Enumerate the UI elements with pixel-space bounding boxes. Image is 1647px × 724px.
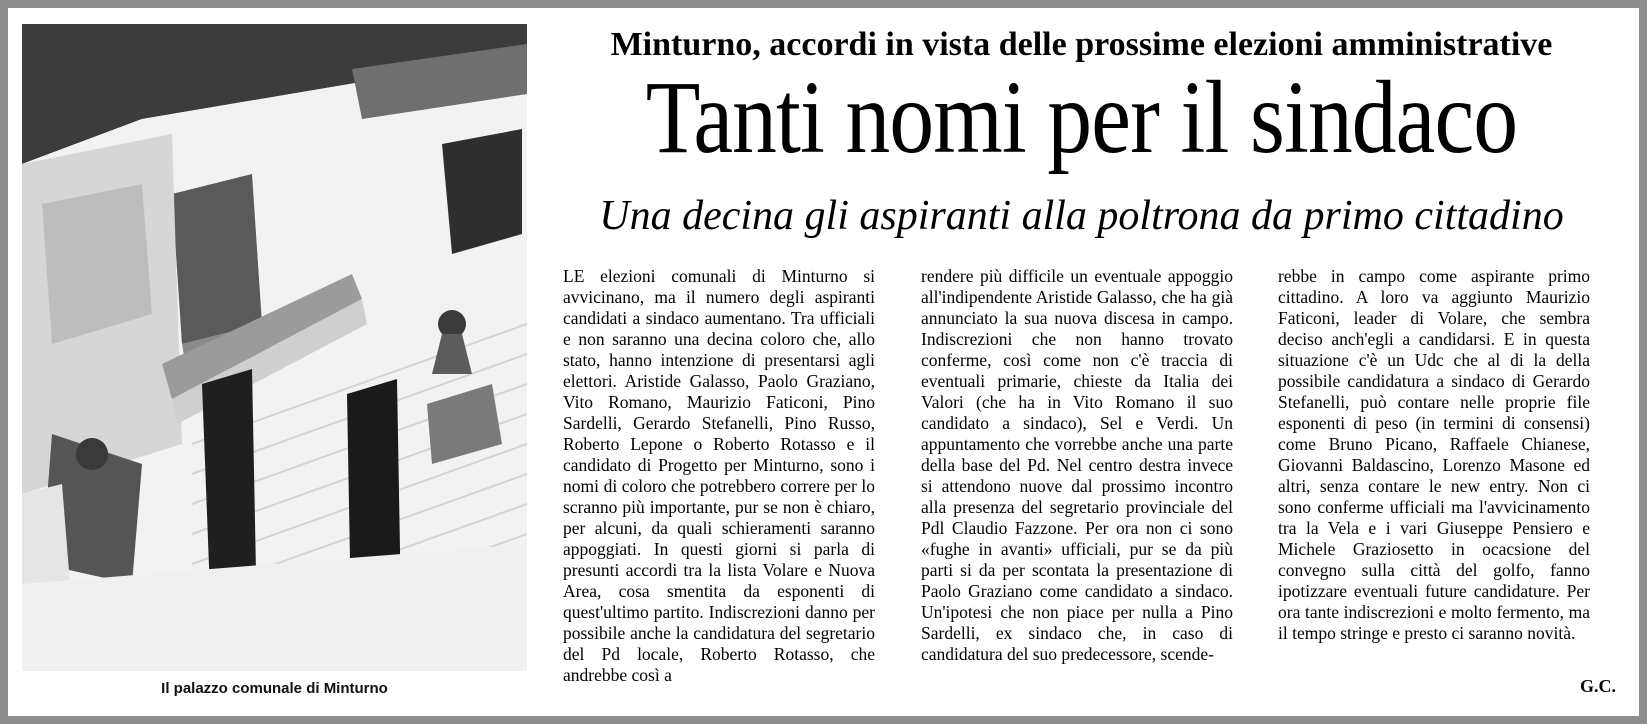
article-subtitle: Una decina gli aspiranti alla poltrona da primo cittadino xyxy=(599,193,1564,239)
article-column-3: rebbe in campo come aspirante primo cittadino. A loro va aggiunto Maurizio Faticoni, leader di Volare, che sembra deciso anch'egli a candidarsi. E in questa situazione c'è un Udc che al di la della possibile candidatura a sindaco di Gerardo Stefanelli, può contare nelle proprie file esponenti di peso (in termini di consensi) come Bruno Picano, Raffaele Chianese, Giovanni Baldascino, Lorenzo Masone ed altri, senza contare le new entry. Non ci sono conferme ufficiali ma l'avvicinamento tra la Vela e i vari Giuseppe Pensiero e Michele Graziosetto in ocacsione del convegno sulla città del golfo, fanno ipotizzare eventuali future candidature. Per ora tante indiscrezioni e molto fermento, ma il tempo stringe e presto ci saranno novità. xyxy=(1278,266,1590,643)
article-title: Tanti nomi per il sindaco xyxy=(645,60,1518,175)
author-signature: G.C. xyxy=(1580,676,1616,696)
town-hall-illustration xyxy=(22,24,527,671)
photo-caption: Il palazzo comunale di Minturno xyxy=(161,680,388,697)
article-kicker: Minturno, accordi in vista delle prossime elezioni amministrative xyxy=(610,26,1553,63)
article-column-2: rendere più difficile un eventuale appoggio all'indipendente Aristide Galasso, che ha già annunciato la sua nuova discesa in campo. Indiscrezioni che non hanno trovato conferme, così come non c'è traccia di eventuali primarie, chieste da Italia dei Valori (che ha in Vito Romano il suo candidato a sindaco), Sel e Verdi. Un appuntamento che vorrebbe anche una parte della base del Pd. Nel centro destra invece si attendono nuove dal prossimo incontro alla presenza del segretario provinciale del Pdl Claudio Fazzone. Per ora non ci sono «fughe in avanti» ufficiali, pur se da più parti si da per scontata la presentazione di Paolo Graziano come candidato a sindaco. Un'ipotesi che non piace per nulla a Pino Sardelli, ex sindaco che, in caso di candidatura del suo predecessore, scende- xyxy=(921,266,1233,664)
article-column-1: LE elezioni comunali di Minturno si avvicinano, ma il numero degli aspiranti candidati a sindaco aumentano. Tra ufficiali e non saranno una decina coloro che, allo stato, hanno intenzione di presentarsi agli elettori. Aristide Galasso, Paolo Graziano, Vito Romano, Maurizio Faticoni, Pino Sardelli, Gerardo Stefanelli, Pino Russo, Roberto Lepone o Roberto Rotasso e il candidato di Progetto per Minturno, sono i nomi di coloro che potrebbero correre per lo scranno più importante, pur se non è chiaro, per alcuni, da quali schieramenti saranno appoggiati. In questi giorni si parla di presunti accordi tra la lista Volare e Nuova Area, cosa smentita da esponenti di quest'ultimo partito. Indiscrezioni danno per possibile anche la candidatura del segretario del Pd locale, Roberto Rotasso, che andrebbe così a xyxy=(563,266,875,685)
town-hall-photo xyxy=(22,24,527,671)
